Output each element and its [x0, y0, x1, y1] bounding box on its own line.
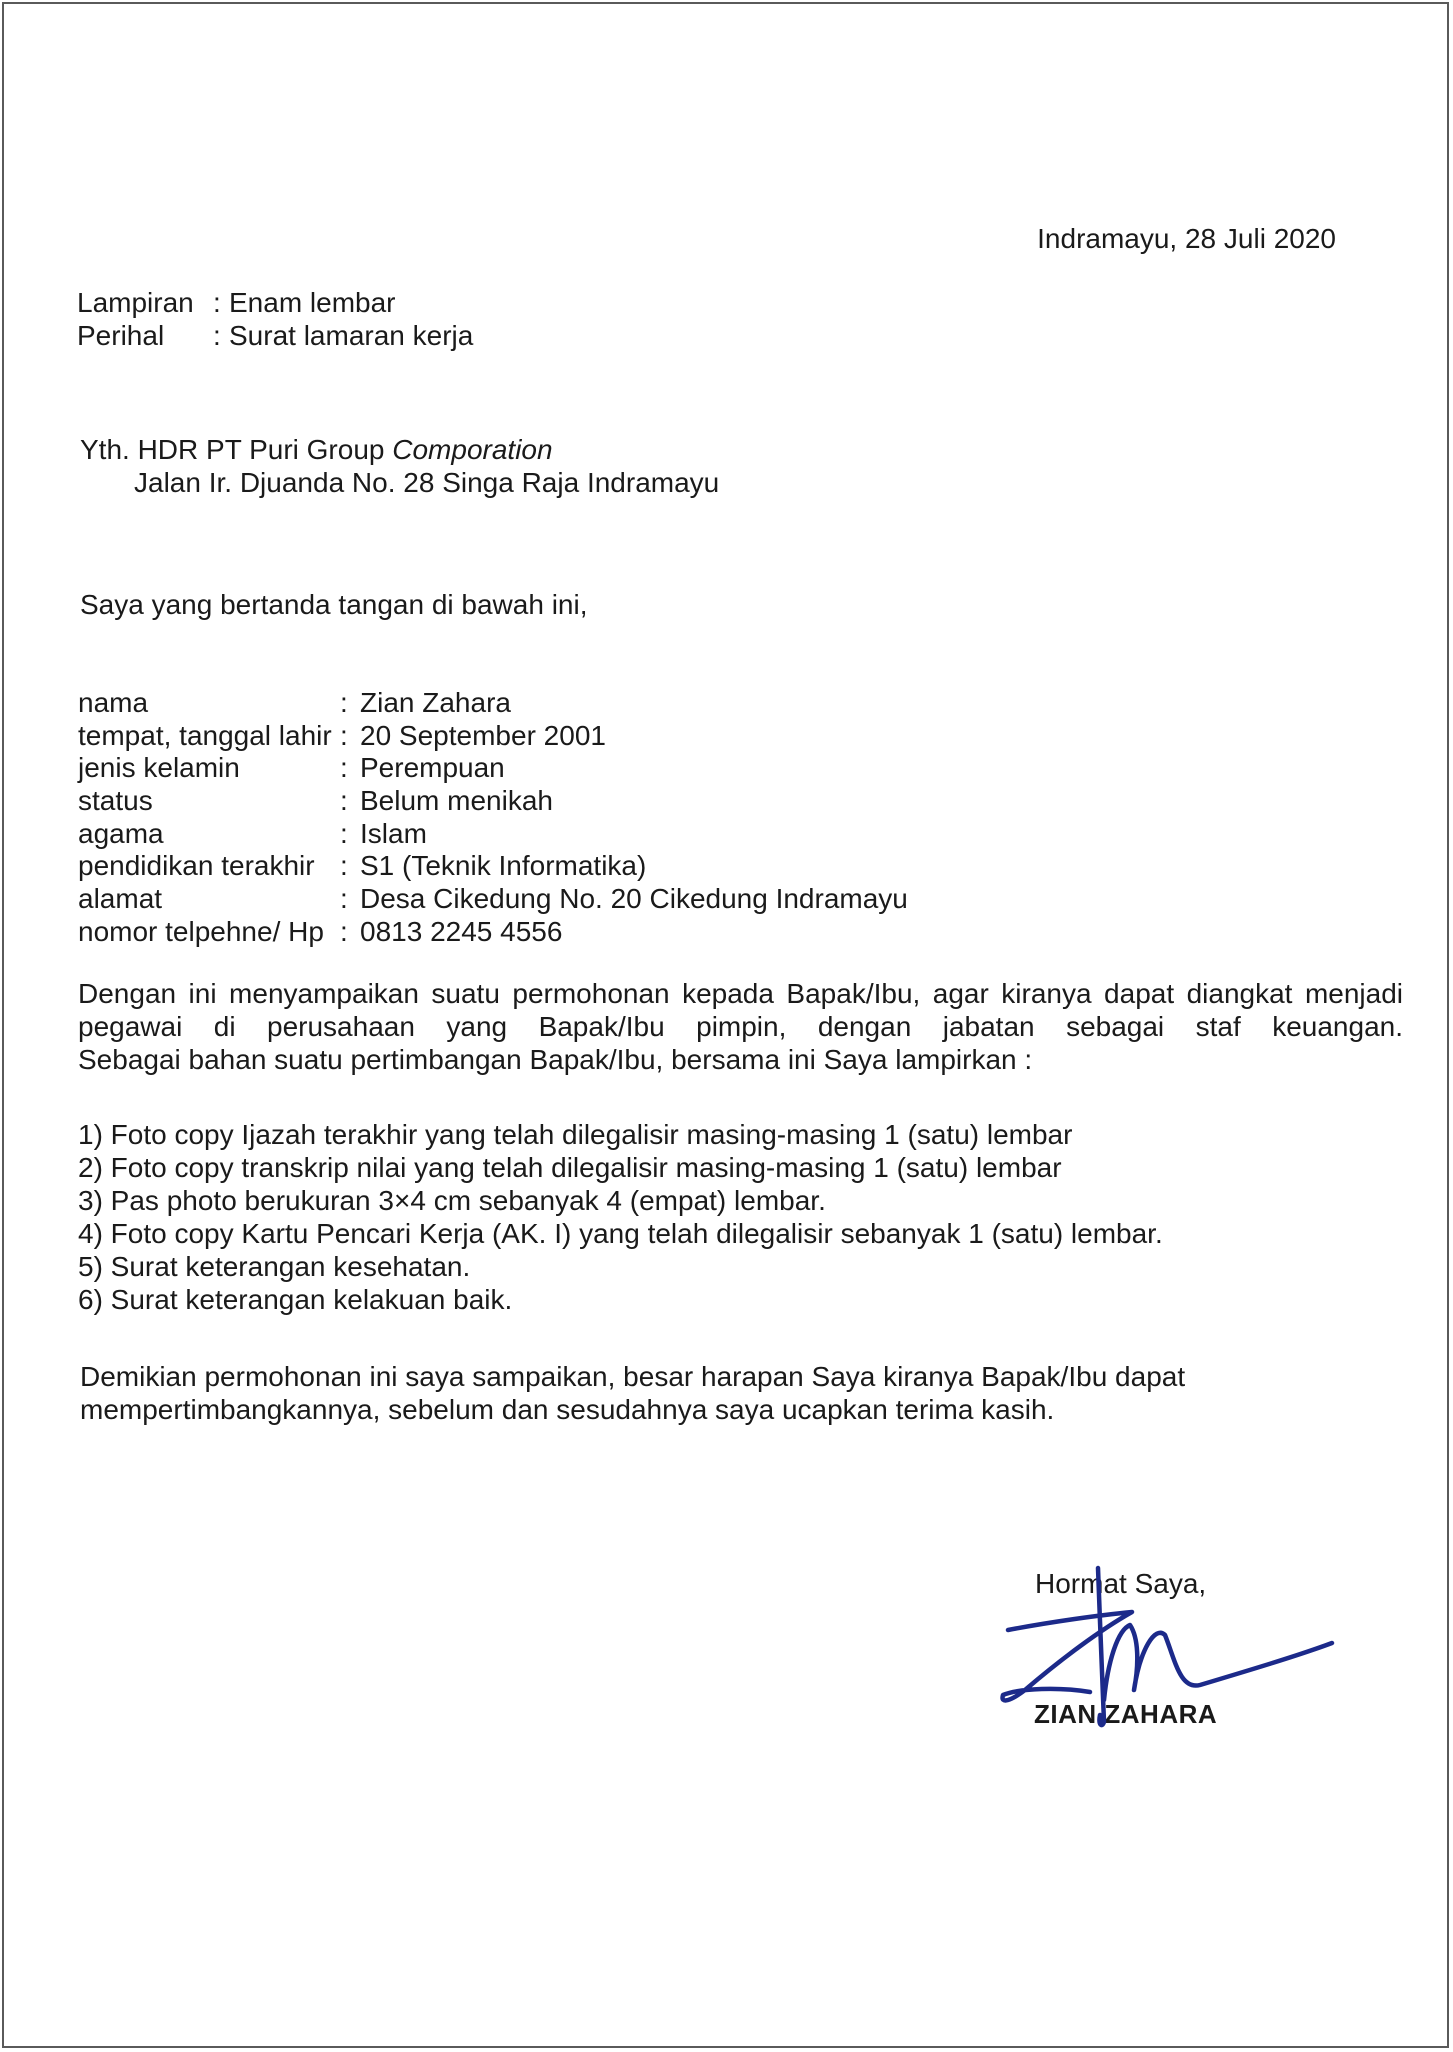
closing-paragraph — [80, 1360, 1185, 1426]
list-item: 4) Foto copy Kartu Pencari Kerja (AK. I) yang telah dilegalisir sebanyak 1 (satu) lembar. — [78, 1218, 1163, 1249]
identity-value: Perempuan — [360, 752, 505, 784]
identity-label: agama — [78, 817, 164, 849]
identity-separator: : — [340, 883, 348, 915]
identity-label: nama — [78, 687, 149, 718]
identity-label: nomor telpehne/ Hp — [78, 915, 324, 947]
identity-row — [78, 752, 908, 785]
identity-value: 20 September 2001 — [360, 719, 606, 751]
identity-value: Desa Cikedung No. 20 Cikedung Indramayu — [360, 883, 908, 915]
meta-value: Surat lamaran kerja — [229, 320, 474, 351]
identity-separator: : — [340, 850, 348, 882]
meta-label: Lampiran — [77, 287, 194, 318]
identity-label: jenis kelamin — [78, 752, 240, 784]
identity-label: tempat, tanggal lahir — [78, 719, 332, 751]
identity-separator: : — [340, 817, 348, 849]
attachment-list — [78, 1118, 1163, 1316]
identity-separator: : — [340, 687, 348, 718]
meta-separator: : — [213, 287, 221, 318]
identity-separator: : — [340, 915, 348, 947]
request-line: Sebagai bahan suatu pertimbangan Bapak/Ibu, bersama ini Saya lampirkan : — [78, 1044, 1033, 1075]
identity-value: S1 (Teknik Informatika) — [360, 850, 647, 882]
meta-row-lampiran — [77, 286, 396, 319]
closing-line: Demikian permohonan ini saya sampaikan, besar harapan Saya kiranya Bapak/Ibu dapat — [80, 1361, 1186, 1392]
meta-row-perihal — [77, 319, 473, 352]
identity-row — [78, 883, 908, 916]
recipient-name — [80, 433, 553, 466]
identity-value: Islam — [360, 817, 427, 849]
identity-value: Belum menikah — [360, 785, 553, 817]
meta-value: Enam lembar — [229, 287, 396, 318]
identity-row — [78, 850, 908, 883]
list-item: 6) Surat keterangan kelakuan baik. — [78, 1284, 513, 1315]
request-line: pegawai di perusahaan yang Bapak/Ibu pimpin, dengan jabatan sebagai staf keuangan. — [78, 1011, 1403, 1042]
identity-separator: : — [340, 785, 348, 817]
signer-name: ZIAN ZAHARA — [1034, 1699, 1218, 1729]
opening-sentence: Saya yang bertanda tangan di bawah ini, — [80, 589, 588, 620]
list-item: 5) Surat keterangan kesehatan. — [78, 1251, 471, 1282]
identity-separator: : — [340, 752, 348, 784]
request-paragraph — [78, 977, 1403, 1076]
list-item: 1) Foto copy Ijazah terakhir yang telah dilegalisir masing-masing 1 (satu) lembar — [78, 1119, 1073, 1150]
identity-row — [78, 720, 908, 753]
identity-value: 0813 2245 4556 — [360, 915, 563, 947]
identity-separator: : — [340, 719, 348, 751]
closing-line: mempertimbangkannya, sebelum dan sesudahnya saya ucapkan terima kasih. — [80, 1394, 1055, 1425]
identity-label: pendidikan terakhir — [78, 850, 315, 882]
identity-row — [78, 785, 908, 818]
identity-row — [78, 916, 908, 949]
identity-label: alamat — [78, 883, 163, 915]
place-date: Indramayu, 28 Juli 2020 — [1037, 223, 1336, 254]
meta-label: Perihal — [77, 320, 165, 351]
identity-table — [78, 687, 908, 949]
meta-separator: : — [213, 320, 221, 351]
request-line: Dengan ini menyampaikan suatu permohonan kepada Bapak/Ibu, agar kiranya dapat diangkat menjadi — [78, 978, 1403, 1009]
recipient-prefix: Yth. HDR PT Puri Group — [80, 434, 393, 465]
identity-value: Zian Zahara — [360, 687, 511, 718]
list-item: 3) Pas photo berukuran 3×4 cm sebanyak 4 (empat) lembar. — [78, 1185, 826, 1216]
identity-row — [78, 818, 908, 851]
identity-label: status — [78, 785, 153, 817]
identity-row — [78, 687, 908, 720]
list-item: 2) Foto copy transkrip nilai yang telah dilegalisir masing-masing 1 (satu) lembar — [78, 1152, 1062, 1183]
sign-greeting: Hormat Saya, — [1035, 1568, 1207, 1599]
recipient-address: Jalan Ir. Djuanda No. 28 Singa Raja Indramayu — [134, 467, 720, 498]
recipient-italic: Comporation — [392, 434, 553, 465]
